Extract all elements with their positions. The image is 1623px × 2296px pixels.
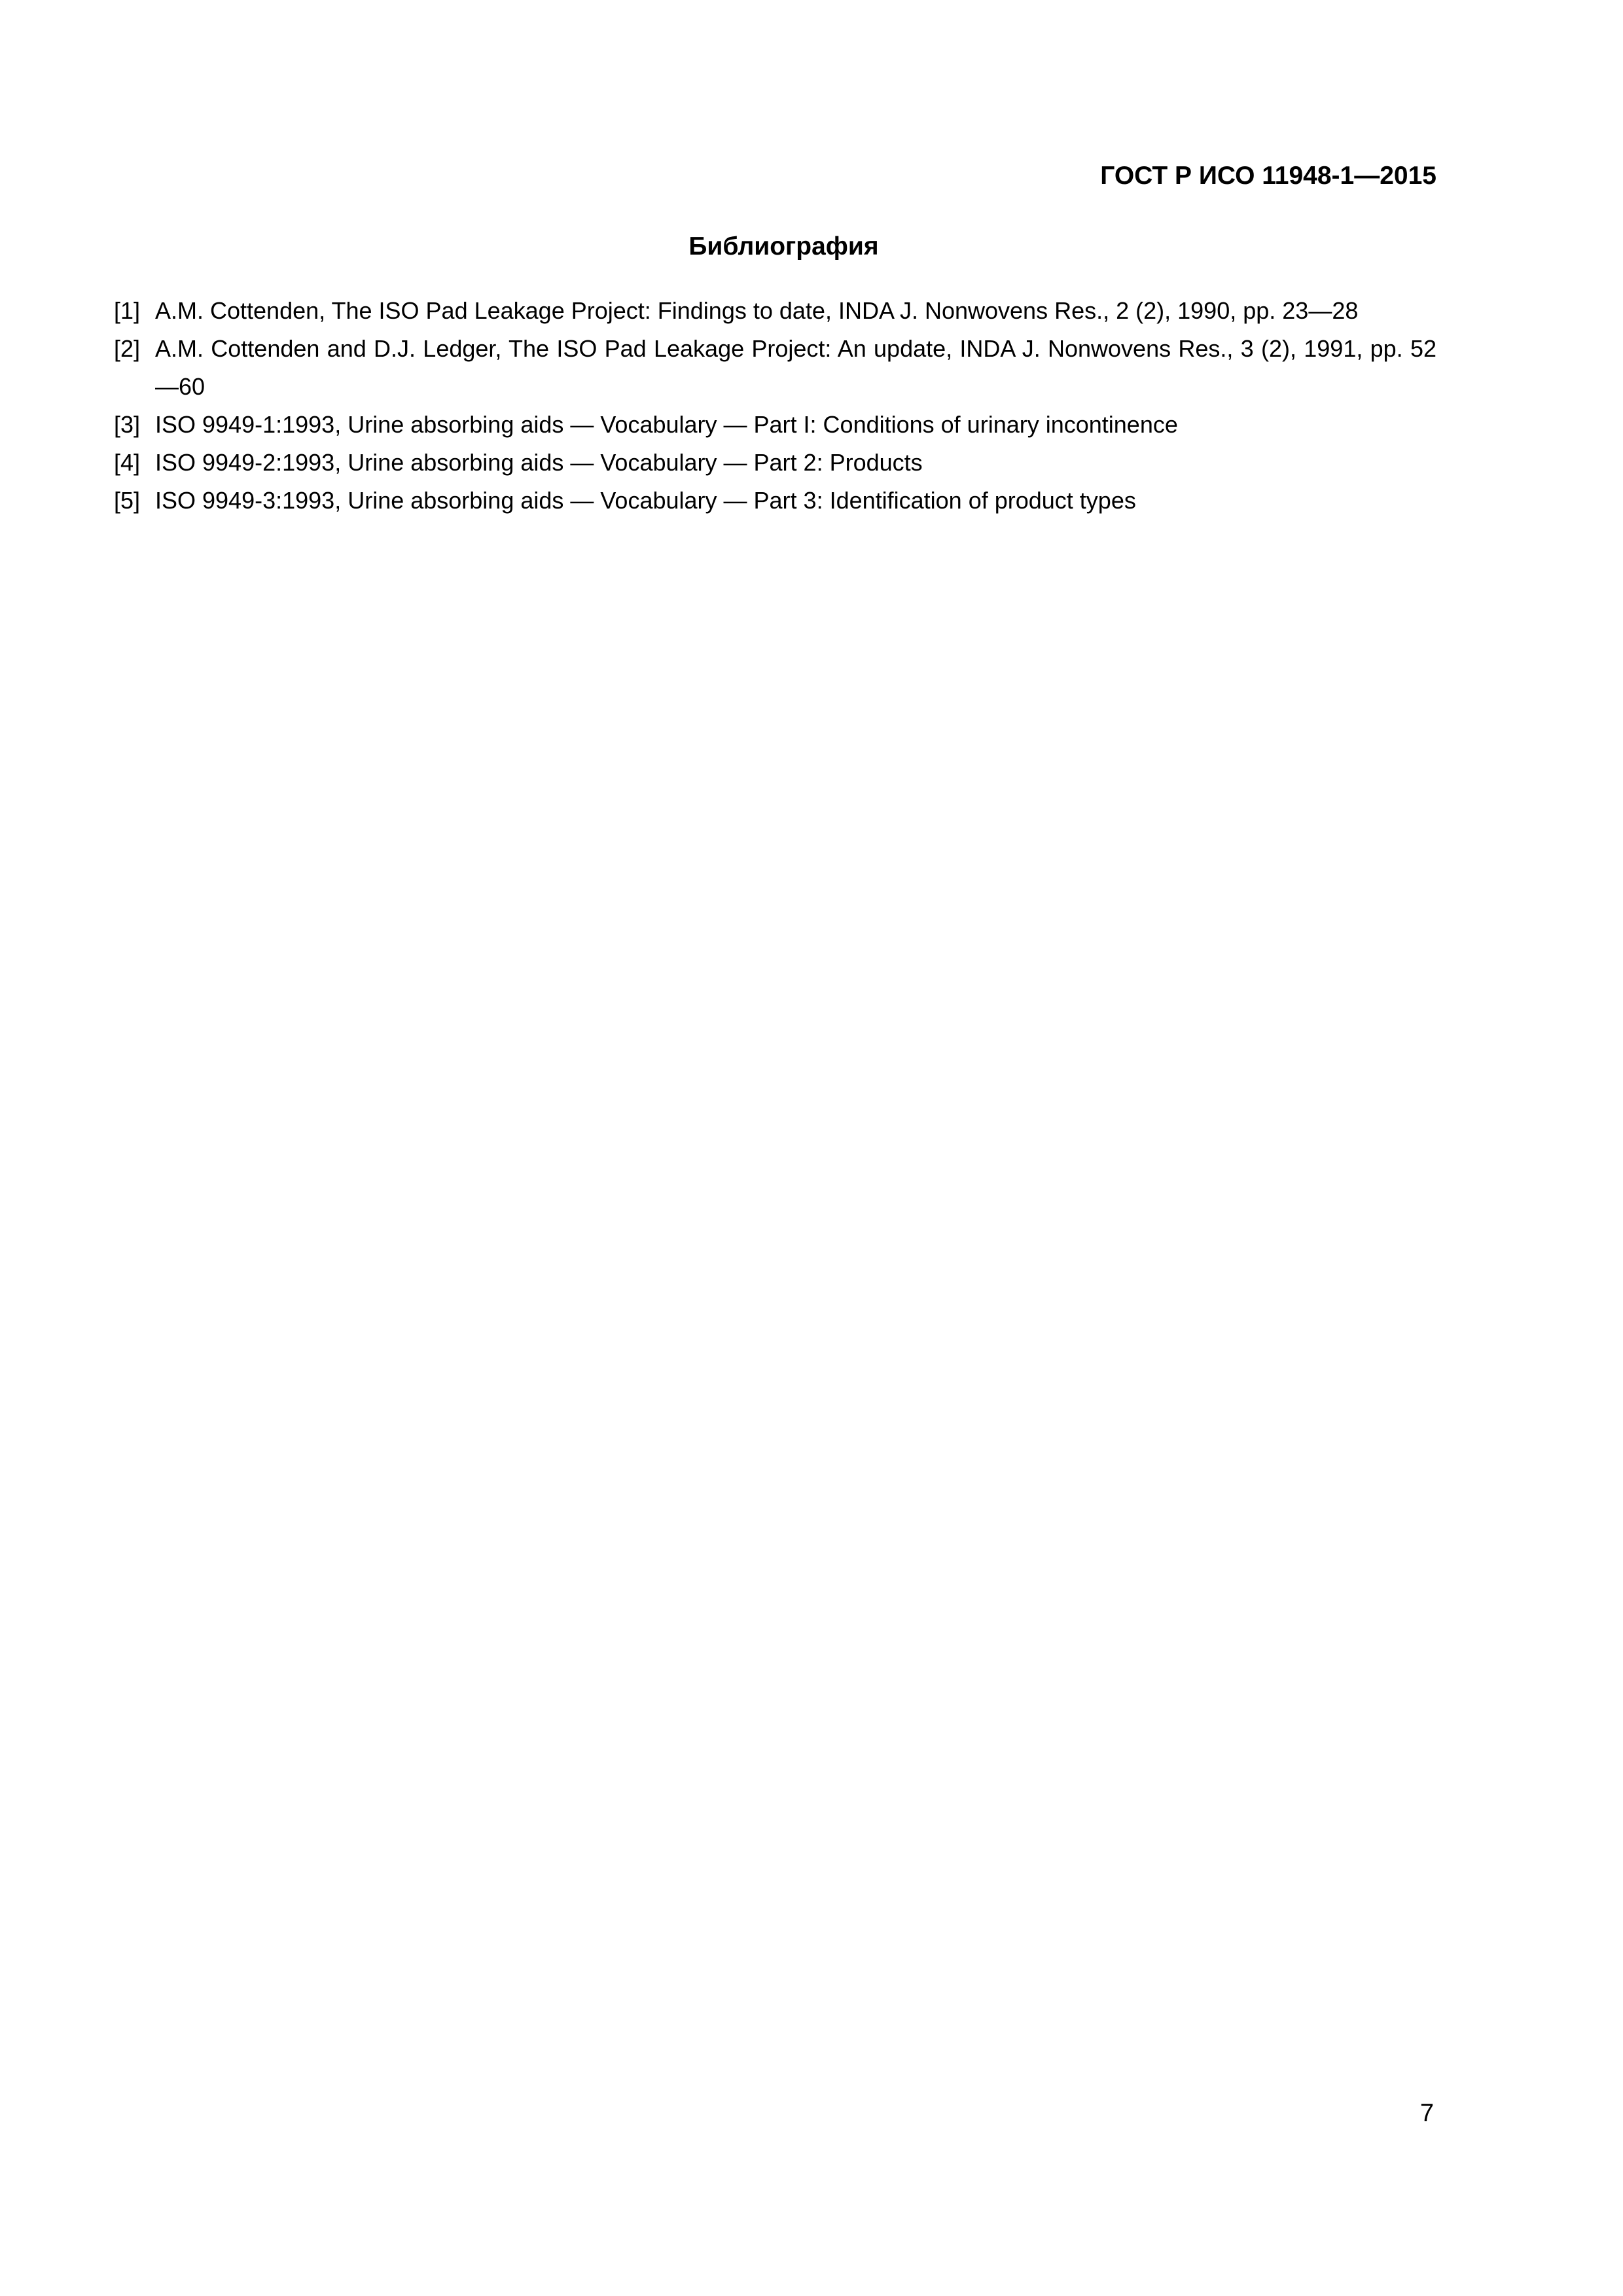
reference-item-1	[114, 292, 1436, 330]
reference-text: A.M. Cottenden and D.J. Ledger, The ISO Pad Leakage Project: An update, INDA J. Nonwovens Res., 3 (2), 1991, pp. 52—60	[155, 335, 1436, 400]
reference-item-5	[114, 482, 1436, 520]
reference-list	[114, 292, 1436, 520]
reference-text: A.M. Cottenden, The ISO Pad Leakage Project: Findings to date, INDA J. Nonwovens Res., 2 (2), 1990, pp. 23—28	[155, 297, 1359, 324]
reference-number: [4]	[114, 449, 141, 476]
reference-number: [5]	[114, 487, 141, 514]
page-number: 7	[1419, 2100, 1434, 2127]
reference-item-2	[114, 330, 1436, 406]
reference-number: [1]	[114, 297, 141, 324]
bibliography-title: Библиография	[688, 232, 879, 260]
reference-item-4	[114, 444, 1436, 482]
reference-item-3	[114, 406, 1436, 444]
reference-text: ISO 9949-3:1993, Urine absorbing aids — Vocabulary — Part 3: Identification of product types	[155, 487, 1136, 514]
reference-number: [3]	[114, 411, 141, 438]
document-code-header: ГОСТ Р ИСО 11948-1—2015	[1100, 162, 1436, 190]
reference-number: [2]	[114, 335, 141, 362]
reference-text: ISO 9949-2:1993, Urine absorbing aids — Vocabulary — Part 2: Products	[155, 449, 923, 476]
reference-text: ISO 9949-1:1993, Urine absorbing aids — Vocabulary — Part I: Conditions of urinary incontinence	[155, 411, 1178, 438]
